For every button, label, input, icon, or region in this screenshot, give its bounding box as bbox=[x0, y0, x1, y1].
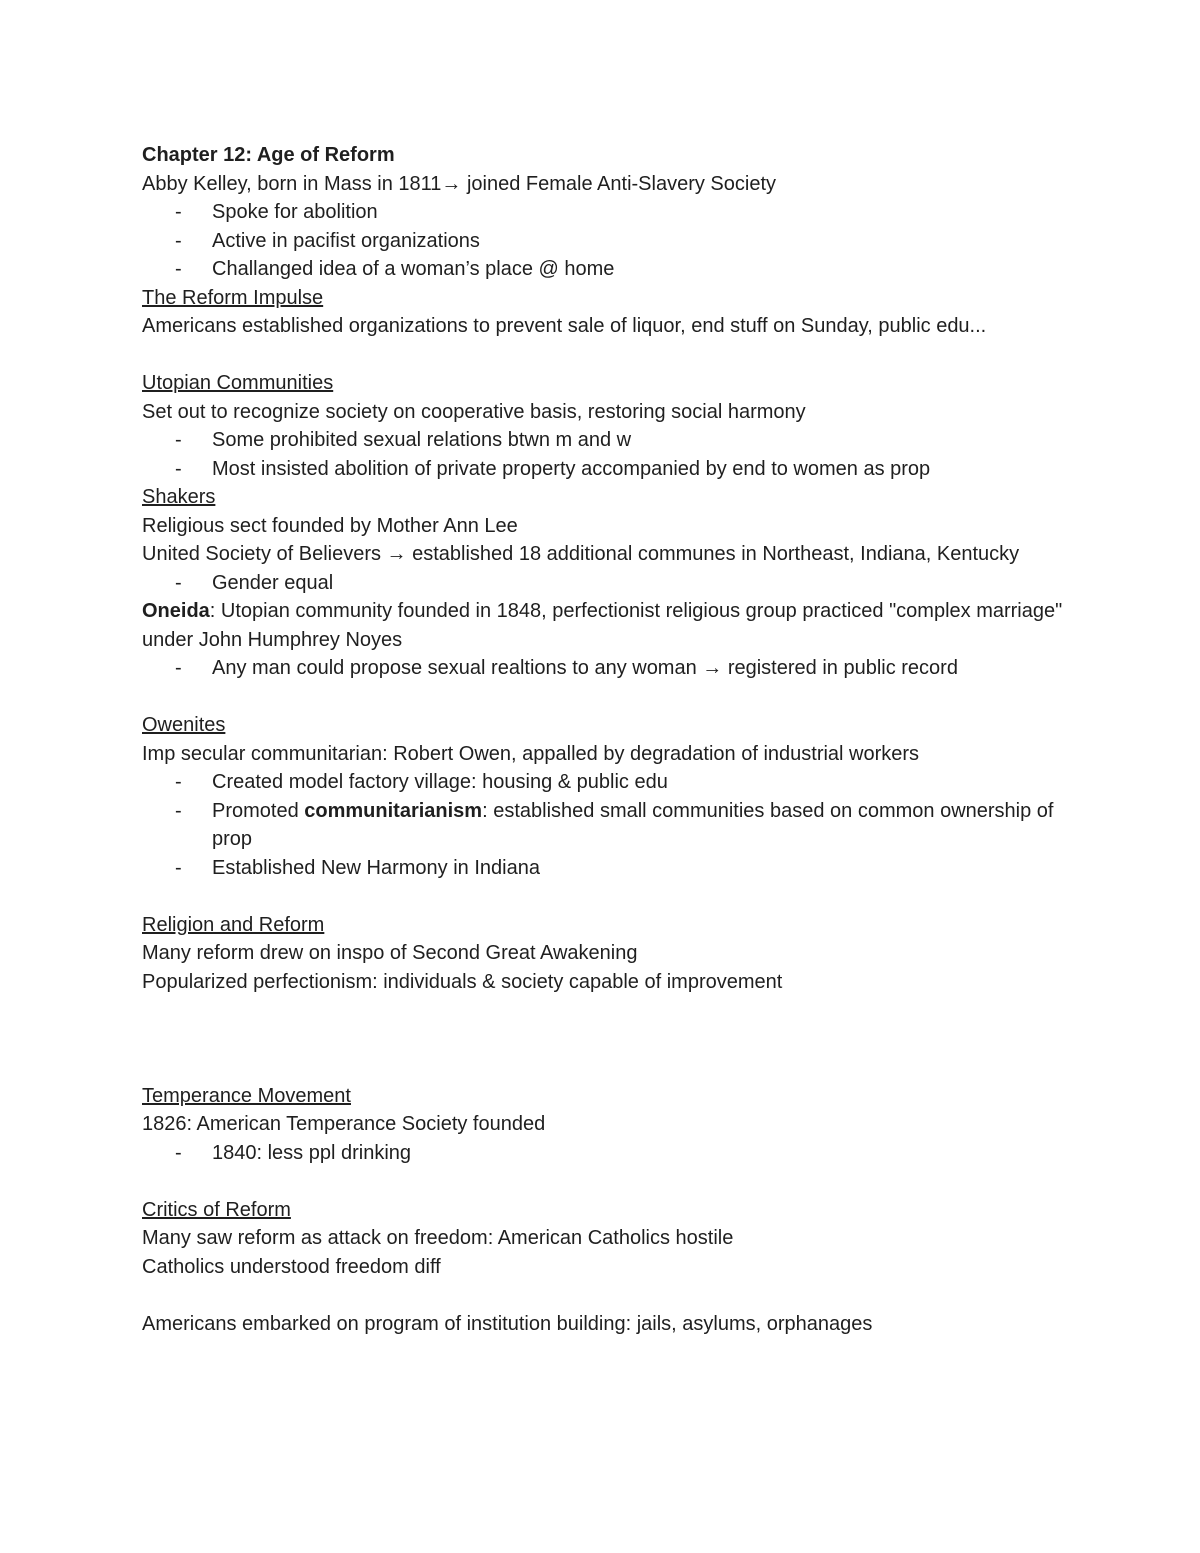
bullet-text: Most insisted abolition of private property accompanied by end to women as prop bbox=[212, 457, 931, 480]
paragraph: Set out to recognize society on cooperative basis, restoring social harmony bbox=[142, 400, 806, 423]
list-item bbox=[142, 198, 1072, 227]
paragraph: Americans established organizations to prevent sale of liquor, end stuff on Sunday, public edu... bbox=[142, 315, 987, 337]
bullet-text: Spoke for abolition bbox=[212, 201, 378, 223]
section-heading-religion: Religion and Reform bbox=[142, 913, 325, 936]
list-item bbox=[142, 255, 1072, 284]
bullet-dash: - bbox=[175, 201, 182, 223]
section-heading-reform-impulse: The Reform Impulse bbox=[142, 286, 324, 309]
oneida-term: Oneida bbox=[142, 600, 210, 622]
bullet-suffix: : established small communities based on common ownership of prop bbox=[212, 799, 1054, 850]
paragraph: Many saw reform as attack on freedom: American Catholics hostile bbox=[142, 1227, 734, 1249]
bullet-prefix: Promoted bbox=[212, 799, 305, 822]
paragraph: 1826: American Temperance Society founded bbox=[142, 1113, 546, 1135]
page-title: Chapter 12: Age of Reform bbox=[142, 144, 395, 166]
section-heading-owenites: Owenites bbox=[142, 714, 226, 736]
bullet-dash: - bbox=[175, 571, 182, 594]
bullet-text: Established New Harmony in Indiana bbox=[212, 856, 540, 879]
spacer bbox=[142, 996, 1072, 1082]
list-item bbox=[142, 426, 1072, 455]
spacer bbox=[142, 1167, 1072, 1196]
bullet-text: Created model factory village: housing & public edu bbox=[212, 771, 668, 793]
bullet-dash: - bbox=[175, 856, 182, 879]
section-heading-critics: Critics of Reform bbox=[142, 1198, 291, 1221]
bullet-dash: - bbox=[175, 229, 182, 252]
list-item bbox=[142, 455, 1072, 484]
oneida-paragraph bbox=[142, 597, 1072, 654]
bullet-dash: - bbox=[175, 457, 182, 480]
section-heading-utopian: Utopian Communities bbox=[142, 372, 334, 394]
bullet-dash: - bbox=[175, 799, 182, 822]
bullet-dash: - bbox=[175, 657, 182, 679]
list-item bbox=[142, 227, 1072, 256]
list-item bbox=[142, 768, 1072, 797]
spacer bbox=[142, 1281, 1072, 1310]
list-item bbox=[142, 797, 1072, 854]
list-item bbox=[142, 654, 1072, 683]
closing-paragraph: Americans embarked on program of institution building: jails, asylums, orphanages bbox=[142, 1312, 873, 1335]
bullet-text: Any man could propose sexual realtions to any woman → registered in public record bbox=[212, 657, 958, 679]
intro-line: Abby Kelley, born in Mass in 1811→ joined Female Anti-Slavery Society bbox=[142, 172, 777, 195]
list-item bbox=[142, 569, 1072, 598]
oneida-text: : Utopian community founded in 1848, perfectionist religious group practiced "complex marriage" under John Humphrey Noyes bbox=[142, 600, 1063, 651]
document-page bbox=[142, 141, 1072, 1338]
section-heading-shakers: Shakers bbox=[142, 486, 216, 508]
spacer bbox=[142, 341, 1072, 370]
paragraph: Religious sect founded by Mother Ann Lee bbox=[142, 514, 518, 537]
paragraph: Imp secular communitarian: Robert Owen, appalled by degradation of industrial workers bbox=[142, 742, 920, 765]
paragraph: Many reform drew on inspo of Second Great Awakening bbox=[142, 942, 638, 964]
bullet-dash: - bbox=[175, 1141, 182, 1164]
bullet-text: Some prohibited sexual relations btwn m and w bbox=[212, 429, 632, 451]
bullet-dash: - bbox=[175, 258, 182, 280]
bullet-dash: - bbox=[175, 429, 182, 451]
list-item bbox=[142, 854, 1072, 883]
bullet-term: communitarianism bbox=[304, 799, 483, 822]
paragraph: Popularized perfectionism: individuals & society capable of improvement bbox=[142, 970, 783, 993]
bullet-dash: - bbox=[175, 771, 182, 793]
paragraph: Catholics understood freedom diff bbox=[142, 1255, 441, 1278]
bullet-text: Active in pacifist organizations bbox=[212, 229, 480, 252]
paragraph: United Society of Believers → established 18 additional communes in Northeast, Indiana, Kentucky bbox=[142, 543, 1020, 565]
bullet-text: Challanged idea of a woman’s place @ home bbox=[212, 258, 615, 280]
bullet-text: Gender equal bbox=[212, 571, 334, 594]
section-heading-temperance: Temperance Movement bbox=[142, 1084, 351, 1107]
list-item bbox=[142, 1139, 1072, 1168]
bullet-text: 1840: less ppl drinking bbox=[212, 1141, 412, 1164]
spacer bbox=[142, 683, 1072, 712]
spacer bbox=[142, 882, 1072, 911]
